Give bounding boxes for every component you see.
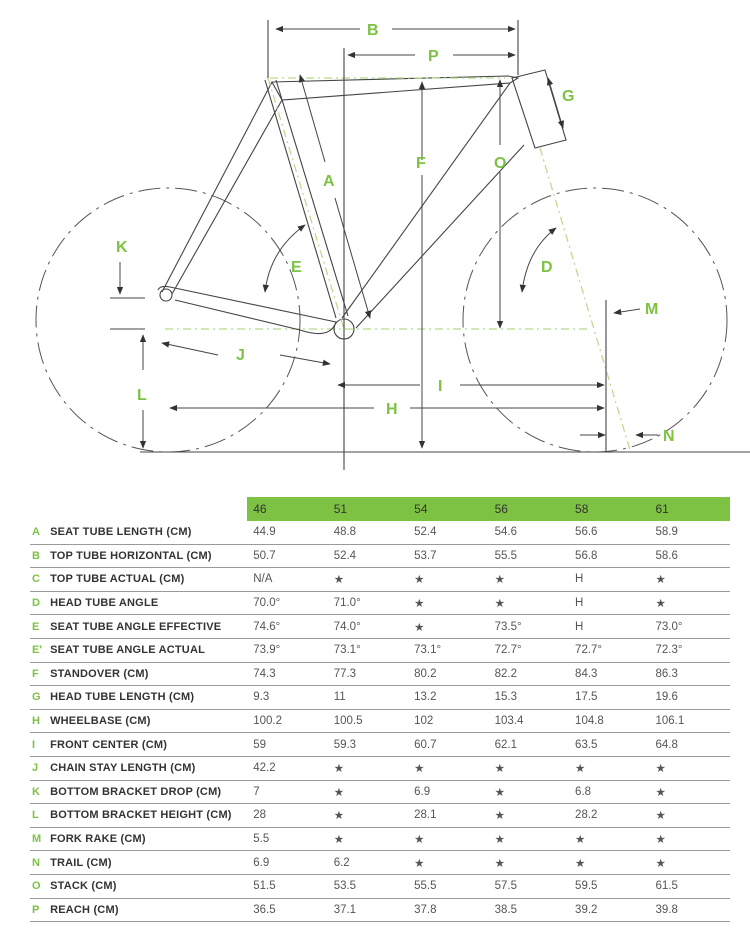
row-value: ★	[408, 568, 488, 592]
table-row	[30, 568, 730, 592]
row-value: 37.1	[328, 898, 408, 922]
row-value: 74.3	[247, 662, 327, 686]
row-letter: I	[30, 733, 44, 757]
row-value: ★	[489, 851, 569, 875]
row-value: 52.4	[408, 521, 488, 544]
row-value: 11	[328, 686, 408, 710]
row-value: 73.0°	[650, 615, 731, 639]
row-value: 104.8	[569, 709, 649, 733]
chain-stay	[158, 286, 336, 333]
row-value: 103.4	[489, 709, 569, 733]
row-value: 100.5	[328, 709, 408, 733]
row-value: 28.2	[569, 804, 649, 828]
row-value: 71.0°	[328, 591, 408, 615]
label-b: B	[367, 22, 379, 39]
table-row	[30, 733, 730, 757]
row-value: 13.2	[408, 686, 488, 710]
row-value: 50.7	[247, 544, 327, 568]
row-value: 19.6	[650, 686, 731, 710]
row-value: ★	[569, 756, 649, 780]
label-n: N	[663, 428, 675, 445]
row-value: ★	[569, 827, 649, 851]
row-value: 106.1	[650, 709, 731, 733]
row-label: CHAIN STAY LENGTH (CM)	[44, 756, 247, 780]
row-label: HEAD TUBE ANGLE	[44, 591, 247, 615]
row-letter: E	[30, 615, 44, 639]
label-e: E	[291, 259, 302, 276]
row-letter: N	[30, 851, 44, 875]
row-label: FORK RAKE (CM)	[44, 827, 247, 851]
row-label: SEAT TUBE LENGTH (CM)	[44, 521, 247, 544]
row-value: 54.6	[489, 521, 569, 544]
row-value: ★	[328, 780, 408, 804]
row-letter: B	[30, 544, 44, 568]
row-value: 17.5	[569, 686, 649, 710]
size-header: 58	[569, 497, 649, 521]
table-row	[30, 804, 730, 828]
row-value: 53.5	[328, 874, 408, 898]
row-value: ★	[650, 827, 731, 851]
label-k: K	[116, 239, 128, 256]
row-value: 102	[408, 709, 488, 733]
row-value: 74.6°	[247, 615, 327, 639]
rear-dropout	[160, 289, 172, 301]
row-label: REACH (CM)	[44, 898, 247, 922]
row-value: 37.8	[408, 898, 488, 922]
table-row	[30, 662, 730, 686]
row-label: HEAD TUBE LENGTH (CM)	[44, 686, 247, 710]
row-value: ★	[650, 851, 731, 875]
row-label: BOTTOM BRACKET DROP (CM)	[44, 780, 247, 804]
table-row	[30, 780, 730, 804]
row-value: 55.5	[408, 874, 488, 898]
row-label: SEAT TUBE ANGLE EFFECTIVE	[44, 615, 247, 639]
row-value: H	[569, 568, 649, 592]
row-value: 63.5	[569, 733, 649, 757]
row-value: 44.9	[247, 521, 327, 544]
row-value: 59.3	[328, 733, 408, 757]
row-value: 38.5	[489, 898, 569, 922]
row-value: ★	[650, 568, 731, 592]
row-value: 5.5	[247, 827, 327, 851]
row-value: 77.3	[328, 662, 408, 686]
row-value: 52.4	[328, 544, 408, 568]
down-tube	[342, 83, 524, 328]
row-value: H	[569, 591, 649, 615]
table-row	[30, 544, 730, 568]
row-label: FRONT CENTER (CM)	[44, 733, 247, 757]
row-value: 28.1	[408, 804, 488, 828]
table-row	[30, 756, 730, 780]
table-row	[30, 615, 730, 639]
row-label: WHEELBASE (CM)	[44, 709, 247, 733]
row-value: 28	[247, 804, 327, 828]
row-value: ★	[328, 804, 408, 828]
row-value: 73.1°	[328, 638, 408, 662]
table-header-row	[30, 497, 730, 521]
row-value: 39.8	[650, 898, 731, 922]
row-value: 82.2	[489, 662, 569, 686]
front-wheel	[463, 188, 727, 452]
row-letter: P	[30, 898, 44, 922]
row-value: ★	[489, 827, 569, 851]
row-value: 9.3	[247, 686, 327, 710]
top-tube	[272, 76, 518, 100]
row-value: 53.7	[408, 544, 488, 568]
row-label: SEAT TUBE ANGLE ACTUAL	[44, 638, 247, 662]
row-value: 56.8	[569, 544, 649, 568]
label-o: O	[494, 155, 507, 172]
row-value: ★	[489, 804, 569, 828]
row-value: 72.3°	[650, 638, 731, 662]
seat-stay	[162, 82, 282, 294]
row-value: 6.9	[247, 851, 327, 875]
row-letter: L	[30, 804, 44, 828]
row-value: ★	[408, 615, 488, 639]
label-l: L	[137, 387, 147, 404]
row-letter: H	[30, 709, 44, 733]
row-label: BOTTOM BRACKET HEIGHT (CM)	[44, 804, 247, 828]
table-row	[30, 591, 730, 615]
label-h: H	[386, 401, 398, 418]
size-header: 46	[247, 497, 327, 521]
row-value: 72.7°	[489, 638, 569, 662]
row-value: 55.5	[489, 544, 569, 568]
label-i: I	[438, 378, 443, 395]
row-letter: F	[30, 662, 44, 686]
label-d: D	[541, 259, 553, 276]
row-value: 48.8	[328, 521, 408, 544]
row-value: 36.5	[247, 898, 327, 922]
row-letter: O	[30, 874, 44, 898]
row-value: 15.3	[489, 686, 569, 710]
label-m: M	[645, 301, 659, 318]
label-f: F	[416, 155, 426, 172]
size-header: 61	[650, 497, 731, 521]
row-value: ★	[328, 568, 408, 592]
row-value: 74.0°	[328, 615, 408, 639]
row-value: 60.7	[408, 733, 488, 757]
row-value: 39.2	[569, 898, 649, 922]
row-value: 7	[247, 780, 327, 804]
row-value: 84.3	[569, 662, 649, 686]
row-letter: E'	[30, 638, 44, 662]
label-j: J	[236, 347, 245, 364]
row-value: ★	[569, 851, 649, 875]
row-value: ★	[650, 591, 731, 615]
row-value: 6.8	[569, 780, 649, 804]
head-tube	[512, 70, 566, 148]
row-label: TOP TUBE ACTUAL (CM)	[44, 568, 247, 592]
row-label: STANDOVER (CM)	[44, 662, 247, 686]
label-a: A	[323, 173, 335, 190]
row-value: 62.1	[489, 733, 569, 757]
row-value: ★	[489, 780, 569, 804]
row-value: 42.2	[247, 756, 327, 780]
table-row	[30, 851, 730, 875]
row-letter: G	[30, 686, 44, 710]
size-header: 56	[489, 497, 569, 521]
geometry-table	[30, 497, 730, 922]
row-letter: K	[30, 780, 44, 804]
row-value: ★	[489, 568, 569, 592]
table-row	[30, 638, 730, 662]
row-value: 73.9°	[247, 638, 327, 662]
row-value: ★	[408, 756, 488, 780]
row-value: ★	[408, 591, 488, 615]
table-row	[30, 874, 730, 898]
row-value: 57.5	[489, 874, 569, 898]
table-row	[30, 521, 730, 544]
row-value: 58.6	[650, 544, 731, 568]
row-value: 59	[247, 733, 327, 757]
row-letter: A	[30, 521, 44, 544]
row-value: H	[569, 615, 649, 639]
row-value: 51.5	[247, 874, 327, 898]
row-value: ★	[489, 756, 569, 780]
row-value: 64.8	[650, 733, 731, 757]
row-value: 73.5°	[489, 615, 569, 639]
size-header: 51	[328, 497, 408, 521]
row-value: 58.9	[650, 521, 731, 544]
table-row	[30, 686, 730, 710]
row-value: 56.6	[569, 521, 649, 544]
row-label: TOP TUBE HORIZONTAL (CM)	[44, 544, 247, 568]
row-letter: J	[30, 756, 44, 780]
row-value: N/A	[247, 568, 327, 592]
row-value: ★	[650, 804, 731, 828]
row-value: 80.2	[408, 662, 488, 686]
table-row	[30, 827, 730, 851]
row-label: TRAIL (CM)	[44, 851, 247, 875]
row-value: 59.5	[569, 874, 649, 898]
row-value: 72.7°	[569, 638, 649, 662]
row-letter: D	[30, 591, 44, 615]
row-value: 70.0°	[247, 591, 327, 615]
row-value: ★	[650, 780, 731, 804]
label-g: G	[562, 88, 575, 105]
row-letter: C	[30, 568, 44, 592]
size-header: 54	[408, 497, 488, 521]
row-label: STACK (CM)	[44, 874, 247, 898]
row-value: ★	[650, 756, 731, 780]
row-value: 61.5	[650, 874, 731, 898]
row-value: 86.3	[650, 662, 731, 686]
table-row	[30, 898, 730, 922]
row-value: 6.2	[328, 851, 408, 875]
row-value: ★	[408, 827, 488, 851]
table-row	[30, 709, 730, 733]
row-value: ★	[489, 591, 569, 615]
row-value: 73.1°	[408, 638, 488, 662]
row-value: ★	[328, 756, 408, 780]
row-letter: M	[30, 827, 44, 851]
row-value: ★	[328, 827, 408, 851]
row-value: 100.2	[247, 709, 327, 733]
label-p: P	[428, 48, 439, 65]
row-value: 6.9	[408, 780, 488, 804]
row-value: ★	[408, 851, 488, 875]
